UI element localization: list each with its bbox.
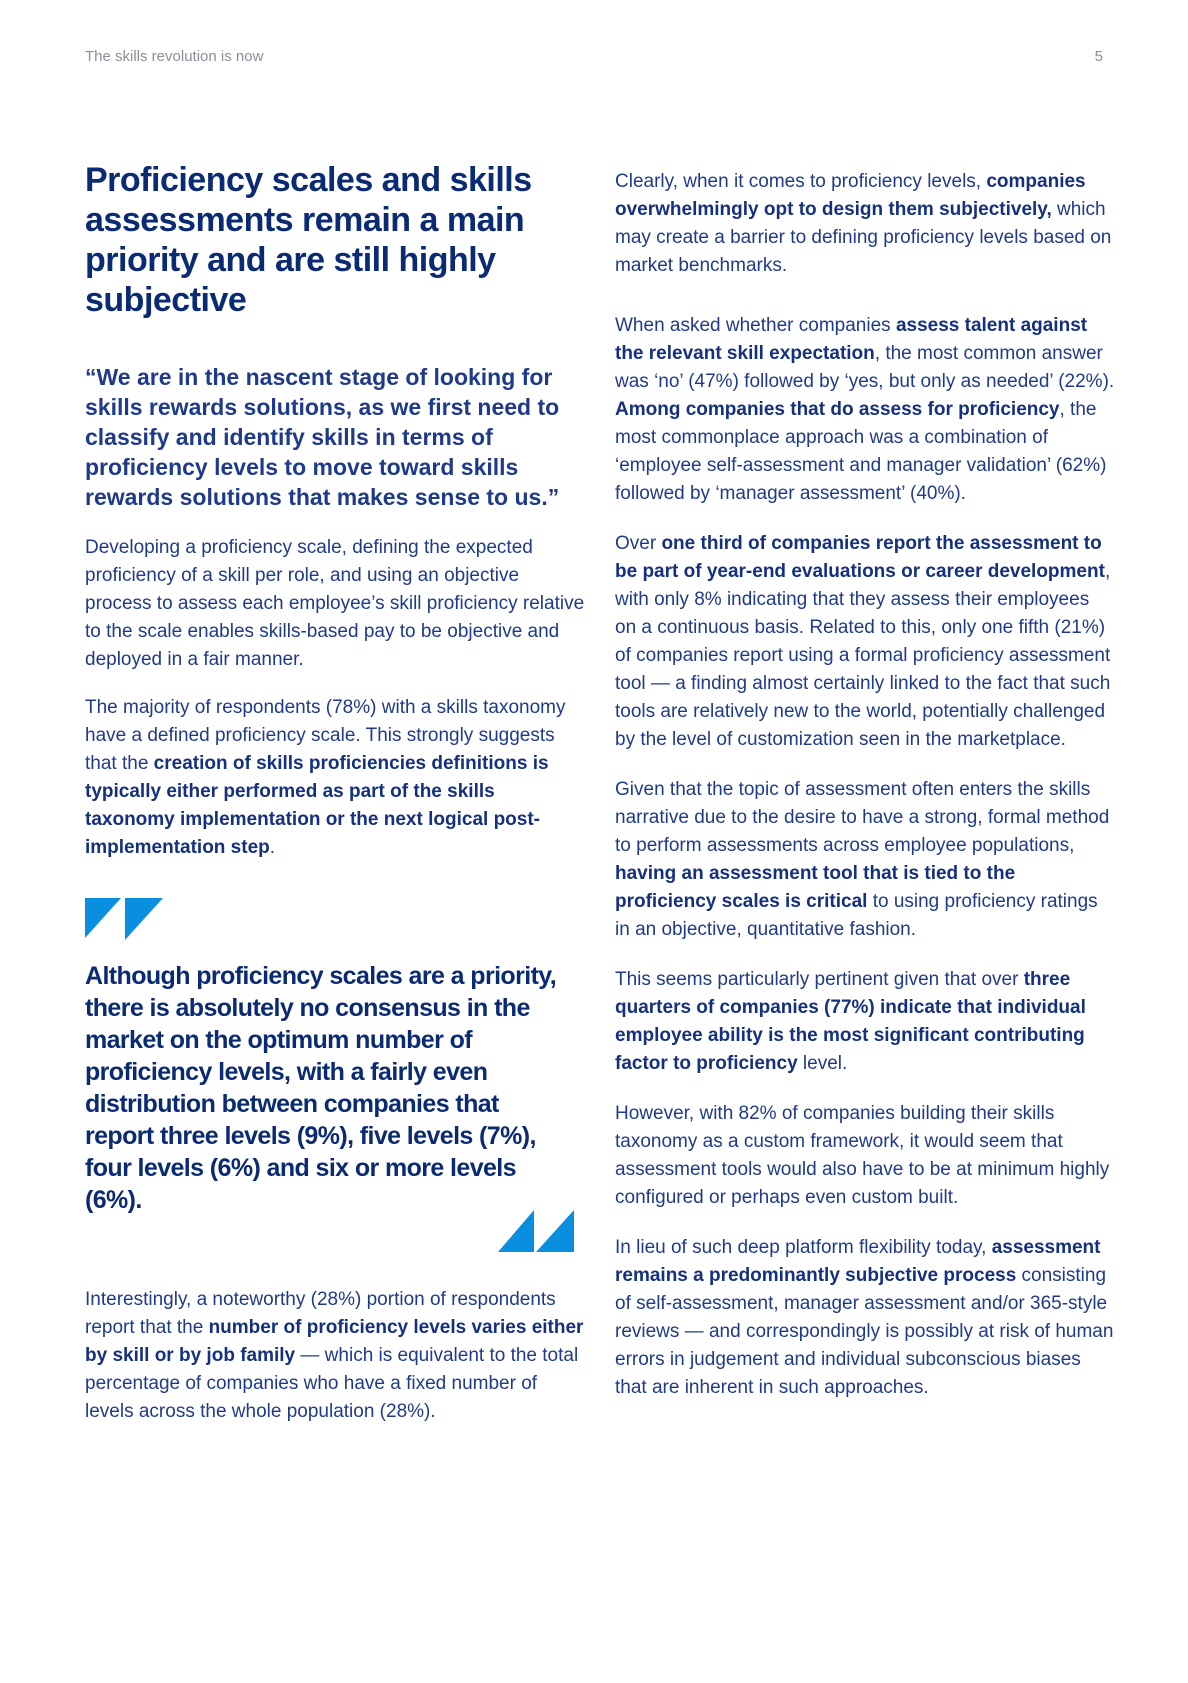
body-paragraph: Over one third of companies report the assessment to be part of year-end evaluations or career development, with only 8% indicating that they assess their employees on a continuous basis. Related to this, only one fifth (21%) of companies report using a formal proficiency assessment tool — a finding almost certainly linked to the fact that such tools are relatively new to the world, potentially challenged by the level of customization seen in the marketplace. [615, 533, 1111, 750]
body-paragraph: Given that the topic of assessment often enters the skills narrative due to the desire to have a strong, formal method to perform assessments across employee populations, having an assessment tool that is tied to the proficiency scales is critical to using proficiency ratings in an objective, quantitative fashion. [615, 779, 1110, 940]
body-paragraph: In lieu of such deep platform flexibility today, assessment remains a predominantly subjective process consisting of self-assessment, manager assessment and/or 365-style reviews — and correspondingly is possibly at risk of human errors in judgement and individual subconscious biases that are inherent in such approaches. [615, 1237, 1114, 1398]
emphasis: assess talent against the relevant skill expectation [615, 315, 1088, 364]
running-header [85, 48, 1103, 68]
left-column [85, 160, 585, 1426]
pull-quote: Although proficiency scales are a priority, there is absolutely no consensus in the market on the optimum number of proficiency levels, with a fairly even distribution between companies that report three levels (9%), five levels (7%), four levels (6%) and six or more levels (6%). [85, 962, 557, 1214]
emphasis: companies overwhelmingly opt to design them subjectively, [615, 171, 1086, 220]
body-paragraph: Interestingly, a noteworthy (28%) portion of respondents report that the number of proficiency levels varies either by skill or by job family — which is equivalent to the total percentage of companies who have a fixed number of levels across the whole population (28%). [85, 1289, 584, 1422]
emphasis: having an assessment tool that is tied to the proficiency scales is critical [615, 863, 1016, 912]
quote-mark-close-icon [498, 1210, 574, 1252]
quote-mark-icon [85, 898, 163, 940]
right-column [615, 168, 1115, 1402]
emphasis: number of proficiency levels varies either by skill or by job family [85, 1317, 584, 1366]
page-number: 5 [1094, 48, 1103, 65]
testimonial-quote: “We are in the nascent stage of looking for skills rewards solutions, as we first need to classify and identify skills in terms of proficiency levels to move toward skills rewards solutions that makes sense to us.” [85, 364, 560, 510]
body-paragraph: The majority of respondents (78%) with a skills taxonomy have a defined proficiency scale. This strongly suggests that the creation of skills proficiencies definitions is typically either performed as part of the skills taxonomy implementation or the next logical post-implementation step. [85, 697, 566, 858]
emphasis: three quarters of companies (77%) indicate that individual employee ability is the most significant contributing factor to proficiency [615, 969, 1086, 1074]
body-paragraph: However, with 82% of companies building their skills taxonomy as a custom framework, it would seem that assessment tools would also have to be at minimum highly configured or perhaps even custom built. [615, 1103, 1110, 1208]
body-paragraph: Developing a proficiency scale, defining the expected proficiency of a skill per role, and using an objective process to assess each employee’s skill proficiency relative to the scale enables skills-based pay to be objective and deployed in a fair manner. [85, 537, 585, 670]
section-heading: Proficiency scales and skills assessments remain a main priority and are still highly subjective [85, 161, 532, 319]
body-paragraph: This seems particularly pertinent given that over three quarters of companies (77%) indicate that individual employee ability is the most significant contributing factor to proficiency level. [615, 969, 1086, 1074]
emphasis: one third of companies report the assessment to be part of year-end evaluations or career development [615, 533, 1105, 582]
emphasis: creation of skills proficiencies definitions is typically either performed as part of the skills taxonomy implementation or the next logical post-implementation step [85, 753, 549, 858]
pull-quote-block [85, 898, 585, 1260]
running-title: The skills revolution is now [85, 48, 264, 65]
body-paragraph: Clearly, when it comes to proficiency levels, companies overwhelmingly opt to design them subjectively, which may create a barrier to defining proficiency levels based on market benchmarks. [615, 171, 1112, 276]
emphasis: Among companies that do assess for proficiency [615, 399, 1060, 420]
emphasis: assessment remains a predominantly subjective process [615, 1237, 1101, 1286]
body-paragraph: When asked whether companies assess talent against the relevant skill expectation, the most common answer was ‘no’ (47%) followed by ‘yes, but only as needed’ (22%). Among companies that do assess for proficiency, the most commonplace approach was a combination of ‘employee self-assessment and manager validation’ (62%) followed by ‘manager assessment’ (40%). [615, 315, 1115, 504]
